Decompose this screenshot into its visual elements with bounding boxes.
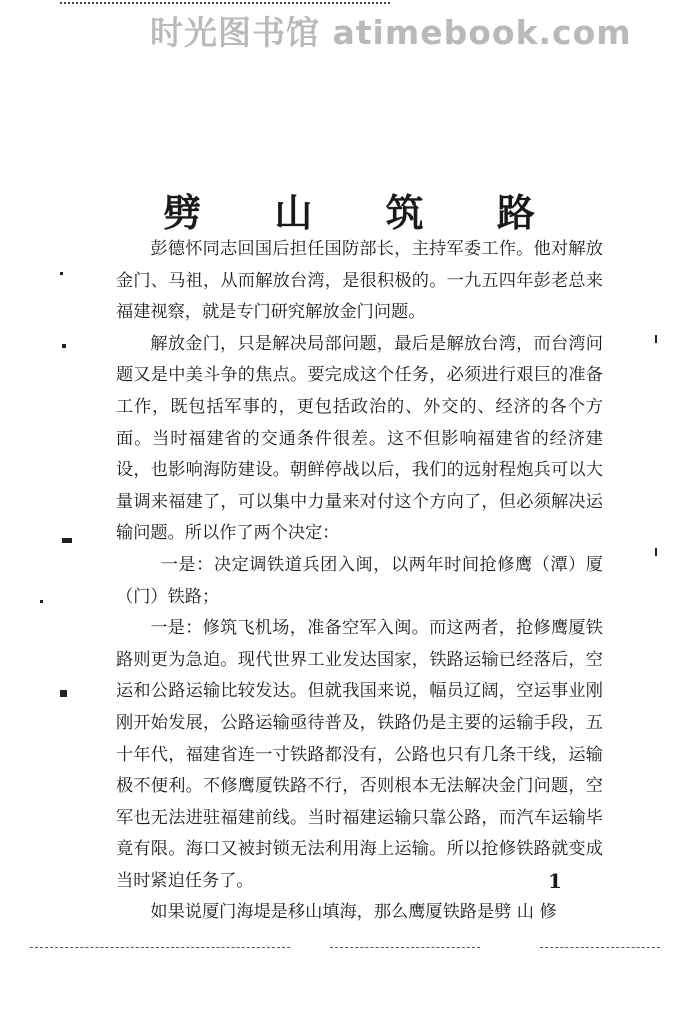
- paragraph: 彭德怀同志回国后担任国防部长，主持军委工作。他对解放金门、马祖，从而解放台湾，是很积极的。一九五四年彭老总来福建视察，就是专门研究解放金门问题。: [116, 239, 603, 323]
- scan-speck: [40, 600, 43, 603]
- chapter-title: 劈 山 筑 路: [163, 191, 565, 236]
- paragraph: 如果说厦门海堤是移山填海，那么鹰厦铁路是劈 山 修: [150, 902, 557, 923]
- bottom-rule-middle: [330, 947, 480, 948]
- watermark: 时光图书馆 atimebook.com: [150, 13, 632, 52]
- paragraph: 解放金门，只是解决局部问题，最后是解放台湾，而台湾问题又是中美斗争的焦点。要完成这个任务，必须进行艰巨的准备工作，既包括军事的，更包括政治的、外交的、经济的各个方面。当时福建省的交通条件很差。这不但影响福建省的经济建设，也影响海防建设。朝鲜停战以后，我们的远射程炮兵可以大量调来福建了，可以集中力量来对付这个方向了，但必须解决运输问题。所以作了两个决定：: [116, 333, 603, 544]
- scan-speck: [60, 272, 63, 275]
- bottom-rule-right: [540, 947, 660, 948]
- paragraph: 一是：修筑飞机场，准备空军入闽。而这两者，抢修鹰厦铁路则更为急迫。现代世界工业发达国家，铁路运输已经落后，空运和公路运输比较发达。但就我国来说，幅员辽阔，空运事业刚刚开始发展，公路运输亟待普及，铁路仍是主要的运输手段，五十年代，福建省连一寸铁路都没有，公路也只有几条干线，运输极不便利。不修鹰厦铁路不行，否则根本无法解决金门问题，空军也无法进驻福建前线。当时福建运输只靠公路，而汽车运输毕竟有限。海口又被封锁无法利用海上运输。所以抢修铁路就变成当时紧迫任务了。: [116, 618, 603, 891]
- top-edge-dots: [60, 2, 390, 7]
- scan-speck: [655, 548, 657, 556]
- scan-speck: [655, 335, 657, 343]
- paragraph: 一是：决定调铁道兵团入闽，以两年时间抢修鹰（潭）厦（门）铁路；: [116, 554, 603, 607]
- body-text: [116, 234, 603, 929]
- scan-speck: [62, 538, 72, 543]
- scan-speck: [62, 344, 66, 348]
- page-number: 1: [548, 869, 562, 893]
- bottom-rule-left: [30, 947, 290, 948]
- scan-speck: [60, 690, 67, 697]
